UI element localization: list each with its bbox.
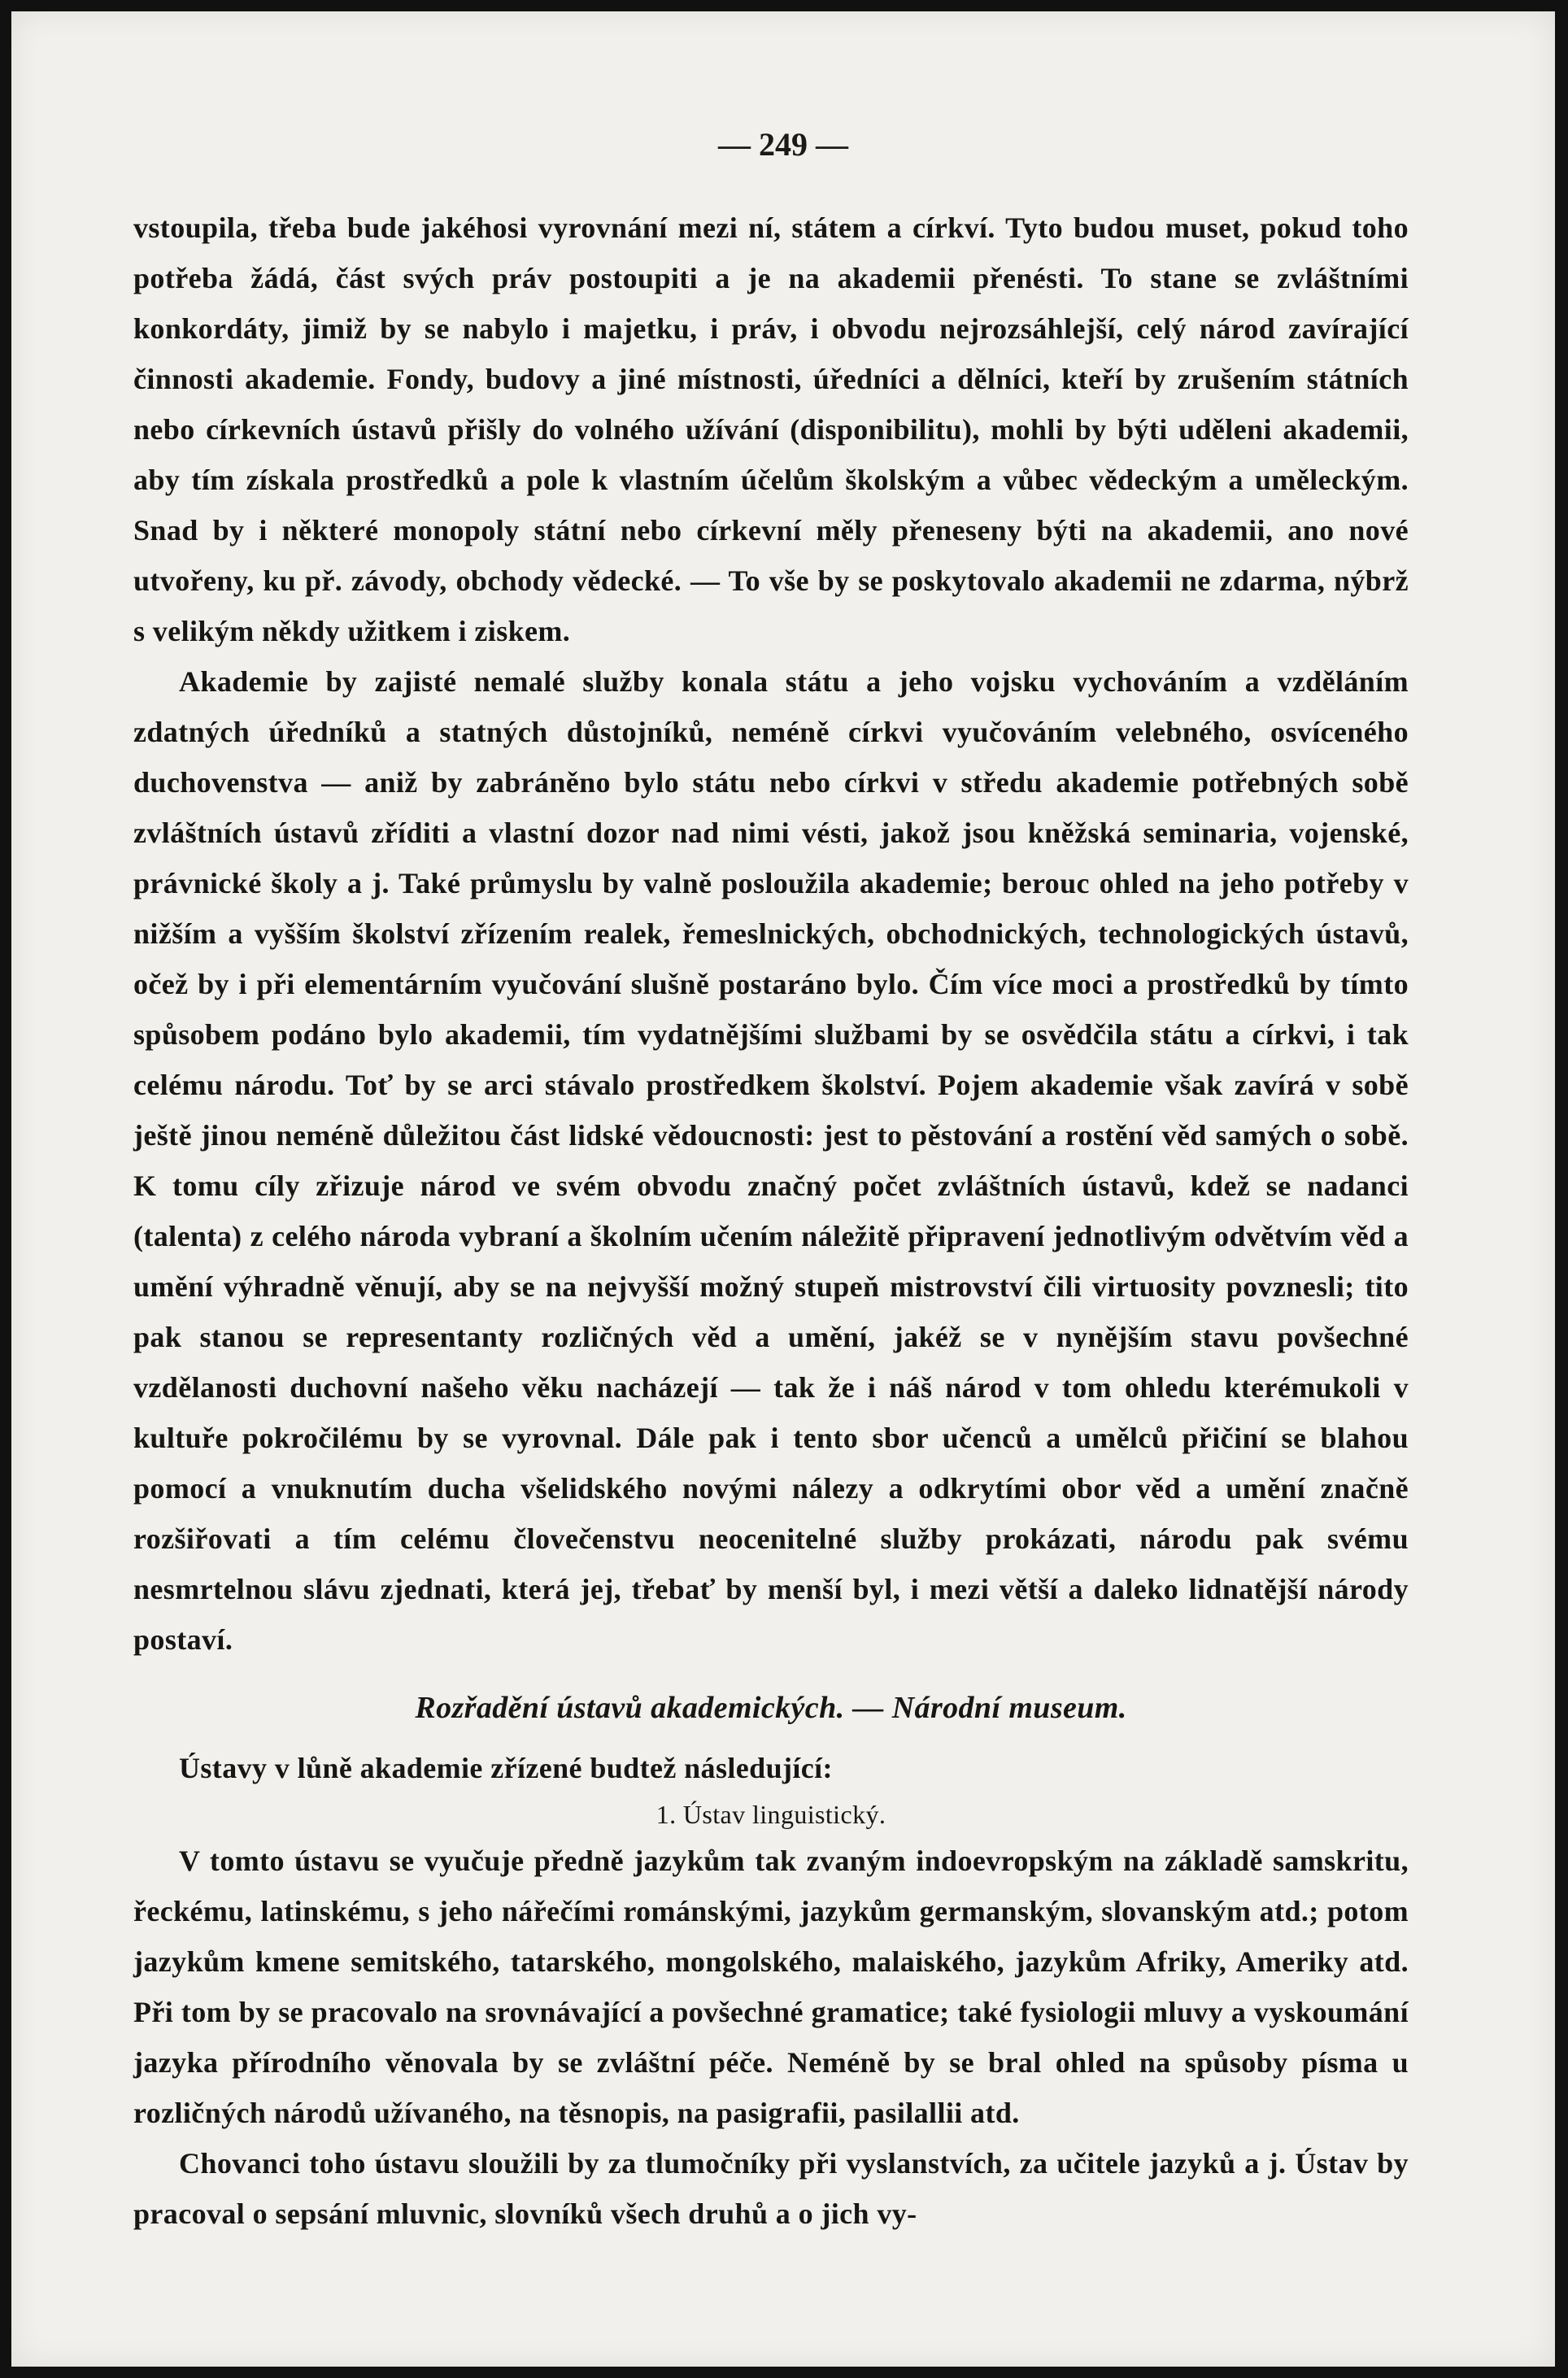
paragraph-continuation: vstoupila, třeba bude jakéhosi vyrovnání mezi ní, státem a církví. Tyto budou muset, pokud toho potřeba žádá, část svých práv postoupiti a je na akademii přenésti. To stane se zvláštními konkordáty, jimiž by se nabylo i majetku, i práv, i obvodu nejrozsáhlejší, celý národ zavírající činnosti akademie. Fondy, budovy a jiné místnosti, úředníci a dělníci, kteří by zrušením státních nebo církevních ústavů přišly do volného užívání (disponibilitu), mohli by býti uděleni akademii, aby tím získala prostředků a pole k vlastním účelům školským a vůbec vědeckým a uměleckým. Snad by i některé monopoly státní nebo církevní měly přeneseny býti na akademii, ano nové utvořeny, ku př. závody, obchody vědecké. — To vše by se poskytovalo akademii ne zdarma, nýbrž s velikým někdy užitkem i ziskem.: [133, 211, 1409, 647]
page-body: [133, 203, 1409, 2239]
paragraph-akademie-sluzby: Akademie by zajisté nemalé služby konala státu a jeho vojsku vychováním a vzděláním zdatných úředníků a statných důstojníků, neméně církvi vyučováním velebného, osvíceného duchovenstva — aniž by zabráněno bylo státu nebo církvi v středu akademie potřebných sobě zvláštních ústavů zříditi a vlastní dozor nad nimi vésti, jakož jsou kněžská seminaria, vojenské, právnické školy a j. Také průmyslu by valně posloužila akademie; berouc ohled na jeho potřeby v nižším a vyšším školství zřízením realek, řemeslnických, obchodnických, technologických ústavů, očež by i při elementárním vyučování slušně postaráno bylo. Čím více moci a prostředků by tímto spůsobem podáno bylo akademii, tím vydatnějšími službami by se osvědčila státu a církvi, i tak celému národu. Toť by se arci stávalo prostředkem školství. Pojem akademie však zavírá v sobě ještě jinou neméně důležitou část lidské vědoucnosti: jest to pěstování a rostění věd samých o sobě. K tomu cíly zřizuje národ ve svém obvodu značný počet zvláštních ústavů, kdež se nadanci (talenta) z celého národa vybraní a školním učením náležitě připravení jednotlivým odvětvím věd a umění výhradně věnují, aby se na nejvyšší možný stupeň mistrovství čili virtuosity povznesli; tito pak stanou se representanty rozličných věd a umění, jakéž se v nynějším stavu povšechné vzdělanosti duchovní našeho věku nacházejí — tak že i náš národ v tom ohledu kterémukoli v kultuře pokročilému by se vyrovnal. Dále pak i tento sbor učenců a umělců přičiní se blahou pomocí a vnuknutím ducha všelidského novými nálezy a odkrytími obor věd a umění značně rozšiřovati a tím celému človečenstvu neocenitelné služby prokázati, národu pak svému nesmrtelnou slávu zjednati, která jej, třebať by menší byl, i mezi větší a daleko lidnatější národy postaví.: [133, 665, 1409, 1656]
paragraph-ustav-vyucuje: V tomto ústavu se vyučuje předně jazykům tak zvaným indoevropským na základě samskritu, řeckému, latinskému, s jeho nářečími románskými, jazykům germanským, slovanským atd.; potom jazykům kmene semitského, tatarského, mongolského, malaiského, jazykům Afriky, Ameriky atd. Při tom by se pracovalo na srovnávající a povšechné gramatice; také fysiologii mluvy a vyskoumání jazyka přírodního věnovala by se zvláštní péče. Neméně by se bral ohled na spůsoby písma u rozličných národů užívaného, na těsnopis, na pasigrafii, pasilallii atd.: [133, 1844, 1409, 2129]
page-number: — 249 —: [718, 126, 848, 163]
book-page: [11, 11, 1555, 2367]
paragraph-chovanci: Chovanci toho ústavu sloužili by za tlumočníky při vyslanstvích, za učitele jazyků a j. Ústav by pracoval o sepsání mluvnic, slovníků všech druhů a o jich vy-: [133, 2147, 1409, 2230]
paragraph-ustavy-intro: Ústavy v lůně akademie zřízené budtež následující:: [179, 1752, 833, 1784]
section-heading: Rozřadění ústavů akademických. — Národní museum.: [415, 1691, 1127, 1725]
subheading-ustav-linguisticky: 1. Ústav linguistický.: [656, 1800, 886, 1829]
